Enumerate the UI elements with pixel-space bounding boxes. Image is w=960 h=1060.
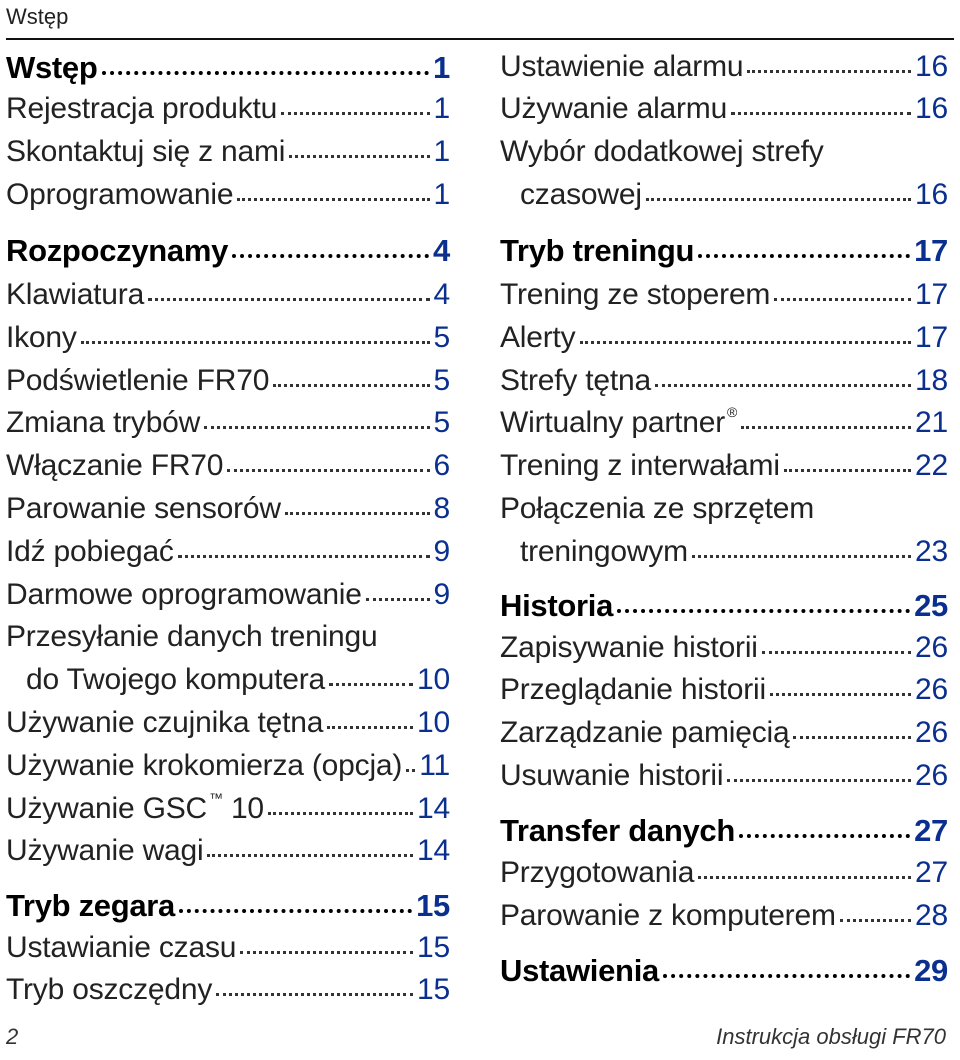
toc-entry-label — [500, 492, 814, 526]
toc-page-number[interactable]: 14 — [417, 834, 450, 867]
toc-entry-label — [6, 578, 362, 612]
toc-entry-label — [6, 973, 212, 1007]
dot-leader — [268, 812, 413, 815]
toc-entry[interactable] — [6, 706, 450, 740]
toc-entry[interactable] — [6, 406, 450, 440]
toc-page-number[interactable]: 27 — [915, 856, 948, 889]
toc-page-number[interactable]: 14 — [417, 792, 450, 825]
toc-page-number[interactable]: 15 — [416, 888, 450, 923]
toc-section-heading[interactable] — [500, 588, 948, 624]
toc-page-number[interactable]: 22 — [915, 449, 948, 482]
dot-leader — [774, 298, 911, 301]
toc-page-number[interactable]: 25 — [914, 588, 948, 623]
dot-leader — [237, 198, 429, 201]
dot-leader — [762, 651, 911, 654]
toc-entry-text: Usuwanie historii — [500, 759, 724, 792]
toc-entry-label — [6, 406, 200, 440]
toc-section-heading[interactable] — [6, 50, 450, 86]
toc-page-number[interactable]: 16 — [915, 50, 948, 83]
toc-entry[interactable] — [500, 406, 948, 440]
toc-entry-text: do Twojego komputera — [26, 663, 325, 696]
toc-page-number[interactable]: 18 — [915, 364, 948, 397]
toc-entry[interactable] — [500, 535, 948, 569]
toc-entry-label — [500, 716, 789, 750]
toc-entry-text: Używanie krokomierza (opcja) — [6, 749, 403, 782]
toc-entry-label — [6, 792, 264, 826]
toc-entry[interactable] — [6, 931, 450, 965]
toc-entry[interactable] — [6, 535, 450, 569]
toc-entry-label — [500, 278, 770, 312]
toc-page-number[interactable]: 1 — [433, 50, 450, 85]
toc-entry[interactable] — [500, 321, 948, 355]
dot-leader — [204, 426, 429, 429]
dot-leader — [747, 70, 911, 73]
dot-leader — [770, 693, 911, 696]
dot-leader — [580, 341, 912, 344]
toc-page-number[interactable]: 9 — [433, 535, 450, 568]
toc-entry-text: Historia — [500, 588, 614, 623]
toc-section-heading[interactable] — [500, 953, 948, 989]
toc-entry-text: Ikony — [6, 321, 77, 354]
toc-entry-label — [6, 178, 233, 212]
toc-entry-label — [500, 673, 766, 707]
toc-page-number[interactable]: 5 — [433, 406, 450, 439]
toc-entry-label — [500, 759, 723, 793]
toc-entry[interactable] — [500, 364, 948, 398]
toc-entry-label — [500, 50, 743, 84]
toc-entry-text: Oprogramowanie — [6, 178, 234, 211]
toc-entry-text: Klawiatura — [6, 278, 145, 311]
dot-leader — [784, 469, 911, 472]
toc-entry-text: Używanie czujnika tętna — [6, 706, 324, 739]
toc-page-number[interactable]: 21 — [915, 406, 948, 439]
toc-page-number[interactable]: 26 — [915, 673, 948, 706]
toc-page-number[interactable]: 29 — [914, 953, 948, 988]
toc-entry[interactable] — [500, 631, 948, 665]
dot-leader — [179, 909, 412, 913]
toc-page-number[interactable]: 23 — [915, 535, 948, 568]
dot-leader — [406, 769, 415, 772]
trademark-symbol: ® — [727, 404, 738, 420]
toc-page-number[interactable]: 10 — [417, 663, 450, 696]
dot-leader — [327, 726, 413, 729]
toc-entry[interactable] — [500, 716, 948, 750]
toc-entry-label — [6, 620, 378, 654]
toc-entry-text: Rejestracja produktu — [6, 92, 278, 125]
toc-page-number[interactable]: 27 — [914, 813, 948, 848]
toc-entry[interactable] — [6, 449, 450, 483]
toc-page-number[interactable]: 17 — [915, 321, 948, 354]
toc-entry-label — [6, 749, 402, 783]
toc-section-heading[interactable] — [6, 233, 450, 269]
toc-entry[interactable] — [6, 792, 450, 826]
toc-entry-text-suffix: 10 — [222, 792, 264, 825]
dot-leader — [232, 254, 429, 258]
toc-page-number[interactable]: 17 — [914, 233, 948, 268]
toc-entry-text: Tryb oszczędny — [6, 973, 213, 1006]
toc-entry-text: Przesyłanie danych treningu — [6, 620, 378, 653]
dot-leader — [216, 993, 413, 996]
dot-leader — [655, 384, 911, 387]
toc-entry-text: Ustawianie czasu — [6, 931, 237, 964]
dot-leader — [366, 598, 430, 601]
toc-page-number[interactable]: 26 — [915, 631, 948, 664]
dot-leader — [617, 609, 910, 613]
toc-section-heading[interactable] — [500, 813, 948, 849]
toc-entry[interactable] — [500, 449, 948, 483]
toc-page-number[interactable]: 28 — [915, 899, 948, 932]
toc-entry-text: Zmiana trybów — [6, 406, 201, 439]
toc-section-heading[interactable] — [500, 233, 948, 269]
toc-entry-label — [26, 663, 325, 697]
toc-page-number[interactable]: 1 — [433, 135, 450, 168]
toc-entry-text: Używanie GSC — [6, 792, 207, 825]
trademark-symbol: ™ — [209, 790, 223, 806]
toc-entry-label — [6, 535, 174, 569]
toc-entry-text: Połączenia ze sprzętem — [500, 492, 815, 525]
toc-entry-text: czasowej — [520, 178, 642, 211]
toc-entry[interactable] — [6, 663, 450, 697]
toc-entry-label — [500, 856, 694, 890]
toc-page-number[interactable]: 8 — [433, 492, 450, 525]
toc-page-number[interactable]: 6 — [433, 449, 450, 482]
dot-leader — [207, 854, 413, 857]
toc-entry[interactable] — [6, 492, 450, 526]
toc-entry-text: Wybór dodatkowej strefy — [500, 135, 824, 168]
footer-manual-title: Instrukcja obsługi FR70 — [716, 1024, 946, 1049]
toc-entry-text: Wirtualny partner — [500, 406, 726, 439]
dot-leader — [698, 876, 911, 879]
dot-leader — [793, 736, 911, 739]
toc-page-number[interactable]: 15 — [417, 931, 450, 964]
toc-entry-label — [6, 135, 285, 169]
toc-page-number[interactable]: 1 — [433, 92, 450, 125]
toc-page-number[interactable]: 4 — [433, 278, 450, 311]
header-rule — [6, 38, 954, 40]
toc-entry[interactable] — [6, 364, 450, 398]
dot-leader — [692, 555, 911, 558]
toc-entry-label — [520, 178, 642, 212]
toc-entry-text: Alerty — [500, 321, 576, 354]
dot-leader — [148, 298, 429, 301]
footer-page-number: 2 — [6, 1024, 19, 1049]
toc-entry[interactable] — [500, 759, 948, 793]
toc-entry[interactable] — [500, 492, 948, 526]
toc-entry-text: Zapisywanie historii — [500, 631, 758, 664]
dot-leader — [840, 919, 911, 922]
dot-leader — [102, 71, 430, 75]
toc-entry-text: Podświetlenie FR70 — [6, 364, 270, 397]
toc-entry-text: Zarządzanie pamięcią — [500, 716, 790, 749]
toc-entry-label — [6, 449, 223, 483]
toc-page-number[interactable]: 17 — [915, 278, 948, 311]
toc-entry-label — [500, 364, 651, 398]
toc-page-number[interactable]: 26 — [915, 759, 948, 792]
section-header: Wstęp — [6, 4, 69, 29]
dot-leader — [663, 974, 910, 978]
dot-leader — [739, 834, 910, 838]
toc-entry-text: Skontaktuj się z nami — [6, 135, 286, 168]
toc-entry-text: Parowanie sensorów — [6, 492, 281, 525]
toc-entry-text: Przeglądanie historii — [500, 673, 766, 706]
toc-entry-label — [6, 834, 203, 868]
toc-entry-label — [6, 50, 98, 86]
toc-entry[interactable] — [6, 749, 450, 783]
dot-leader — [285, 512, 430, 515]
toc-entry-label — [500, 233, 694, 269]
toc-page-number[interactable]: 11 — [419, 749, 450, 782]
toc-entry-label — [6, 706, 323, 740]
toc-entry-label — [6, 888, 175, 924]
toc-entry-label — [500, 321, 576, 355]
toc-entry[interactable] — [6, 620, 450, 654]
dot-leader — [289, 155, 429, 158]
toc-entry-text: Przygotowania — [500, 856, 695, 889]
toc-page-number[interactable]: 15 — [417, 973, 450, 1006]
dot-leader — [81, 341, 430, 344]
toc-entry[interactable] — [500, 899, 948, 933]
toc-page-number[interactable]: 5 — [433, 364, 450, 397]
toc-entry-text: Wstęp — [6, 50, 98, 85]
toc-entry[interactable] — [500, 92, 948, 126]
dot-leader — [240, 951, 413, 954]
toc-entry-text: Używanie wagi — [6, 834, 204, 867]
toc-entry[interactable] — [6, 321, 450, 355]
toc-entry-label — [6, 492, 281, 526]
toc-entry-label — [500, 406, 737, 440]
toc-entry-label — [500, 135, 824, 169]
toc-page-number[interactable]: 26 — [915, 716, 948, 749]
dot-leader — [281, 112, 429, 115]
toc-entry-label — [500, 953, 659, 989]
toc-entry-label — [500, 631, 758, 665]
toc-page-number[interactable]: 1 — [433, 178, 450, 211]
toc-entry[interactable] — [6, 973, 450, 1007]
toc-entry-label — [6, 321, 77, 355]
toc-entry[interactable] — [500, 178, 948, 212]
toc-entry[interactable] — [6, 92, 450, 126]
toc-entry-text: Parowanie z komputerem — [500, 899, 836, 932]
toc-entry-text: Tryb zegara — [6, 888, 176, 923]
dot-leader — [731, 112, 911, 115]
toc-entry[interactable] — [6, 178, 450, 212]
toc-entry[interactable] — [6, 278, 450, 312]
dot-leader — [273, 384, 429, 387]
toc-entry-label — [500, 588, 613, 624]
dot-leader — [329, 683, 413, 686]
toc-entry-label — [500, 92, 727, 126]
toc-entry-label — [6, 364, 269, 398]
toc-page-number[interactable]: 16 — [915, 92, 948, 125]
toc-entry-text: Rozpoczynamy — [6, 233, 229, 268]
toc-entry[interactable] — [500, 278, 948, 312]
dot-leader — [646, 198, 911, 201]
toc-page-number[interactable]: 10 — [417, 706, 450, 739]
toc-entry[interactable] — [500, 135, 948, 169]
toc-entry[interactable] — [500, 856, 948, 890]
toc-entry[interactable] — [6, 834, 450, 868]
toc-section-heading[interactable] — [6, 888, 450, 924]
dot-leader — [227, 469, 429, 472]
toc-entry-text: Włączanie FR70 — [6, 449, 224, 482]
toc-entry[interactable] — [500, 673, 948, 707]
toc-page-number[interactable]: 9 — [433, 578, 450, 611]
toc-entry-label — [520, 535, 688, 569]
toc-entry-text: Strefy tętna — [500, 364, 652, 397]
toc-entry-label — [6, 233, 228, 269]
toc-entry-label — [6, 278, 144, 312]
toc-page-number[interactable]: 16 — [915, 178, 948, 211]
toc-entry-text: Ustawienia — [500, 953, 659, 988]
toc-entry-text: treningowym — [520, 535, 688, 568]
toc-entry-text: Tryb treningu — [500, 233, 695, 268]
toc-entry-label — [500, 899, 836, 933]
toc-entry-label — [500, 449, 780, 483]
toc-entry-text: Trening z interwałami — [500, 449, 780, 482]
toc-entry-text: Idź pobiegać — [6, 535, 174, 568]
dot-leader — [178, 555, 430, 558]
toc-page-number[interactable]: 4 — [433, 233, 450, 268]
dot-leader — [741, 426, 911, 429]
toc-entry-text: Darmowe oprogramowanie — [6, 578, 362, 611]
toc-entry-text: Używanie alarmu — [500, 92, 728, 125]
toc-entry-text: Ustawienie alarmu — [500, 50, 744, 83]
toc-entry-label — [6, 931, 236, 965]
dot-leader — [727, 779, 911, 782]
toc-entry-text: Transfer danych — [500, 813, 735, 848]
toc-entry-label — [500, 813, 735, 849]
toc-entry[interactable] — [500, 50, 948, 84]
toc-entry[interactable] — [6, 578, 450, 612]
dot-leader — [698, 254, 910, 258]
toc-entry[interactable] — [6, 135, 450, 169]
toc-page-number[interactable]: 5 — [433, 321, 450, 354]
toc-entry-label — [6, 92, 277, 126]
toc-entry-text: Trening ze stoperem — [500, 278, 771, 311]
